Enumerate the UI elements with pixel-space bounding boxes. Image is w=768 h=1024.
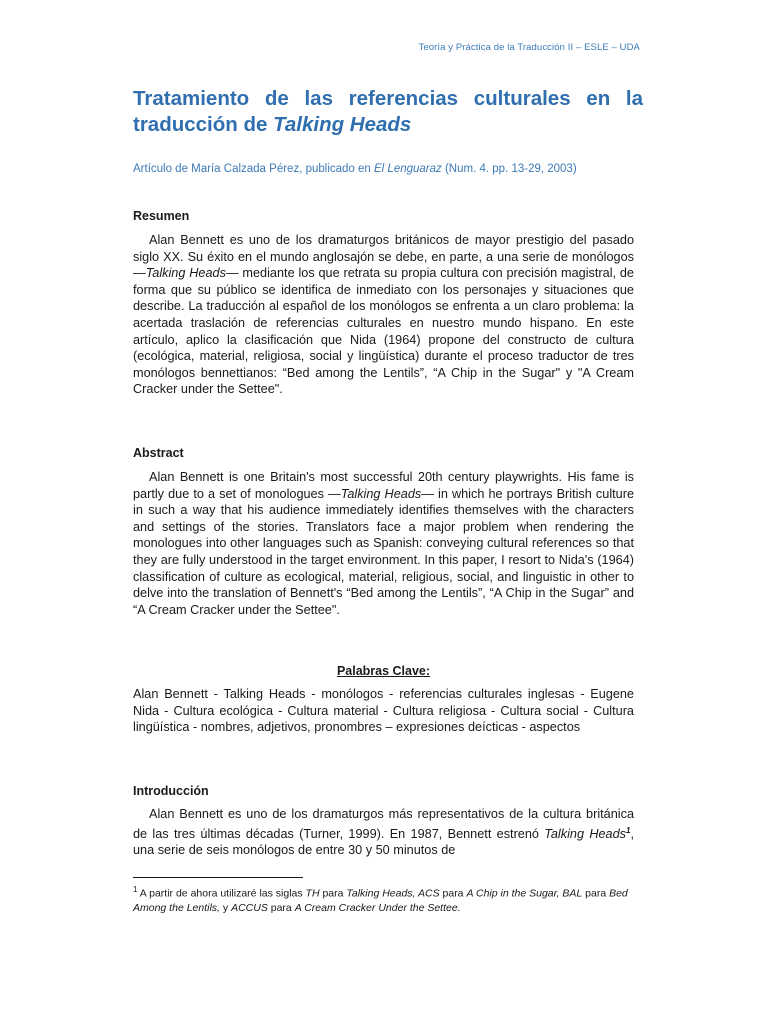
abstract-heading: Abstract <box>133 446 184 460</box>
footnote-text: para <box>267 902 295 914</box>
running-header: Teoría y Práctica de la Traducción II – ESLE – UDA <box>418 42 640 53</box>
footnote-divider <box>133 877 303 878</box>
footnote-text: para <box>439 887 467 900</box>
keywords-heading: Palabras Clave: <box>336 664 431 678</box>
byline <box>133 163 653 175</box>
footnote-text: y <box>219 902 232 914</box>
resumen-heading: Resumen <box>133 209 190 223</box>
title-line-2-text: traducción de <box>133 113 274 136</box>
title-line-2 <box>133 112 643 138</box>
footnote-text: para <box>319 887 347 900</box>
footnote-italic: A Chip in the Sugar, BAL <box>466 887 583 900</box>
byline-journal: El Lenguaraz <box>374 163 442 175</box>
abstract-italic: Talking Heads <box>340 486 422 501</box>
introduccion-heading: Introducción <box>133 784 209 798</box>
footnote-italic: TH <box>305 887 320 900</box>
footnote-text: para <box>582 887 610 900</box>
title-line-1: Tratamiento de las referencias culturales en la <box>133 87 643 110</box>
title-italic-work: Talking Heads <box>273 113 412 136</box>
abstract-text-2: — in which he portrays British culture in such a way that his audience immediately identifies themselves with the characters and settings of the stories. Translators face a major problem when rendering the monologues into other languages such as Spanish: conveying cultural references so that they are fully understood in the target environment. In this paper, I resort to Nida's (1964) classification of culture as ecological, material, religious, social, and linguistic in other to delve into the translation of Bennett's “Bed among the Lentils”, “A Chip in the Sugar” and “A Cream Cracker under the Settee". <box>133 486 635 617</box>
keywords-paragraph: Alan Bennett - Talking Heads - monólogos - referencias culturales inglesas - Eugene Nida - Cultura ecológica - Cultura material - Cultura religiosa - Cultura social - Cultura lingüística - nombres, adjetivos, pronombres – expresiones deícticas - aspectos <box>133 687 634 735</box>
abstract-text-1: Alan Bennett is one Britain's most successful 20th century playwrights. His fame is partly due to a set of monologues — <box>133 470 634 501</box>
introduccion-paragraph <box>133 806 634 859</box>
article-title <box>133 86 643 138</box>
resumen-text-2: — mediante los que retrata su propia cultura con precisión magistral, de forma que su público se identifica de inmediato con los personajes y situaciones que describe. La traducción al español de los monólogos se enfrenta a un claro problema: la acertada traslación de referencias culturales en nuestro mundo hispano. En este artículo, aplico la clasificación que Nida (1964) propone del constructo de cultura (ecológica, material, religiosa, social y lingüística) durante el proceso traductor de tres monólogos bennettianos: “Bed among the Lentils”, “A Chip in the Sugar" y "A Cream Cracker under the Settee". <box>133 266 634 397</box>
resumen-italic: Talking Heads <box>145 266 226 281</box>
resumen-text-1: Alan Bennett es uno de los dramaturgos británicos de mayor prestigio del pasado siglo XX. Su éxito en el mundo anglosajón se debe, en parte, a una serie de monólogos — <box>133 233 634 281</box>
byline-suffix: (Num. 4. pp. 13-29, 2003) <box>441 163 577 175</box>
introduccion-text-2: , una serie de seis monólogos de entre 30 y 50 minutos de <box>133 826 634 858</box>
resumen-paragraph <box>133 232 634 398</box>
introduccion-italic: Talking Heads <box>544 826 626 841</box>
footnote-text: A partir de ahora utilizaré las siglas <box>137 887 306 900</box>
footnote-number: 1 <box>133 885 138 894</box>
footnote <box>133 883 638 916</box>
introduccion-text-1: Alan Bennett es uno de los dramaturgos más representativos de la cultura británica de las tres últimas décadas (Turner, 1999). En 1987, Bennett estrenó <box>133 807 634 841</box>
footnote-italic: A Cream Cracker Under the Settee. <box>294 902 461 914</box>
footnote-italic: Bed Among the Lentils, <box>133 887 628 914</box>
abstract-paragraph <box>133 469 634 618</box>
footnote-reference[interactable]: 1 <box>626 825 631 835</box>
footnote-italic: ACCUS <box>231 902 268 914</box>
byline-prefix: Artículo de María Calzada Pérez, publicado en <box>133 163 374 175</box>
footnote-italic: Talking Heads, ACS <box>346 887 440 900</box>
